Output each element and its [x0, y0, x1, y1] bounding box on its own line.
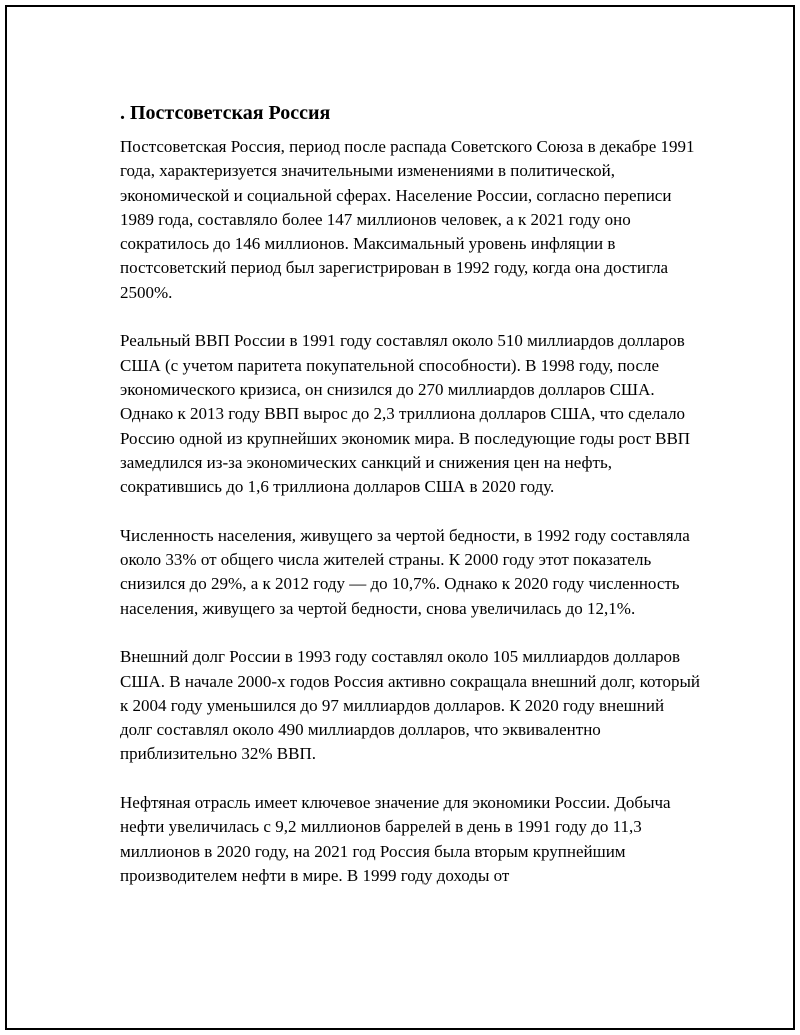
paragraph-external-debt: Внешний долг России в 1993 году составлял около 105 миллиардов долларов США. В начале 2000-х годов Россия активно сокращала внешний долг, который к 2004 году уменьшился до 97 миллиардов долларов. К 2020 году внешний долг составлял около 490 миллиардов долларов, что эквивалентно приблизительно 32% ВВП. [120, 647, 701, 764]
page-frame [5, 5, 795, 1030]
paragraph-overview: Постсоветская Россия, период после распада Советского Союза в декабре 1991 года, характеризуется значительными изменениями в политической, экономической и социальной сферах. Население России, согласно переписи 1989 года, составляло более 147 миллионов человек, а к 2021 году оно сократилось до 146 миллионов. Максимальный уровень инфляции в постсоветский период был зарегистрирован в 1992 году, когда она достигла 2500%. [120, 137, 695, 302]
document-body [120, 99, 700, 913]
page-title: . Постсоветская Россия [120, 102, 331, 124]
paragraph-oil-industry: Нефтяная отрасль имеет ключевое значение для экономики России. Добыча нефти увеличилась с 9,2 миллионов баррелей в день в 1991 году до 11,3 миллионов в 2020 году, на 2021 год Россия была вторым крупнейшим производителем нефти в мире. В 1999 году доходы от [120, 793, 671, 885]
paragraph-gdp: Реальный ВВП России в 1991 году составлял около 510 миллиардов долларов США (с учетом паритета покупательной способности). В 1998 году, после экономического кризиса, он снизился до 270 миллиардов долларов США. Однако к 2013 году ВВП вырос до 2,3 триллиона долларов США, что сделало Россию одной из крупнейших экономик мира. В последующие годы рост ВВП замедлился из-за экономических санкций и снижения цен на нефть, сократившись до 1,6 триллиона долларов США в 2020 году. [120, 331, 691, 497]
paragraph-poverty: Численность населения, живущего за чертой бедности, в 1992 году составляла около 33% от общего числа жителей страны. К 2000 году этот показатель снизился до 29%, а к 2012 году — до 10,7%. Однако к 2020 году численность населения, живущего за чертой бедности, снова увеличилась до 12,1%. [120, 525, 690, 618]
